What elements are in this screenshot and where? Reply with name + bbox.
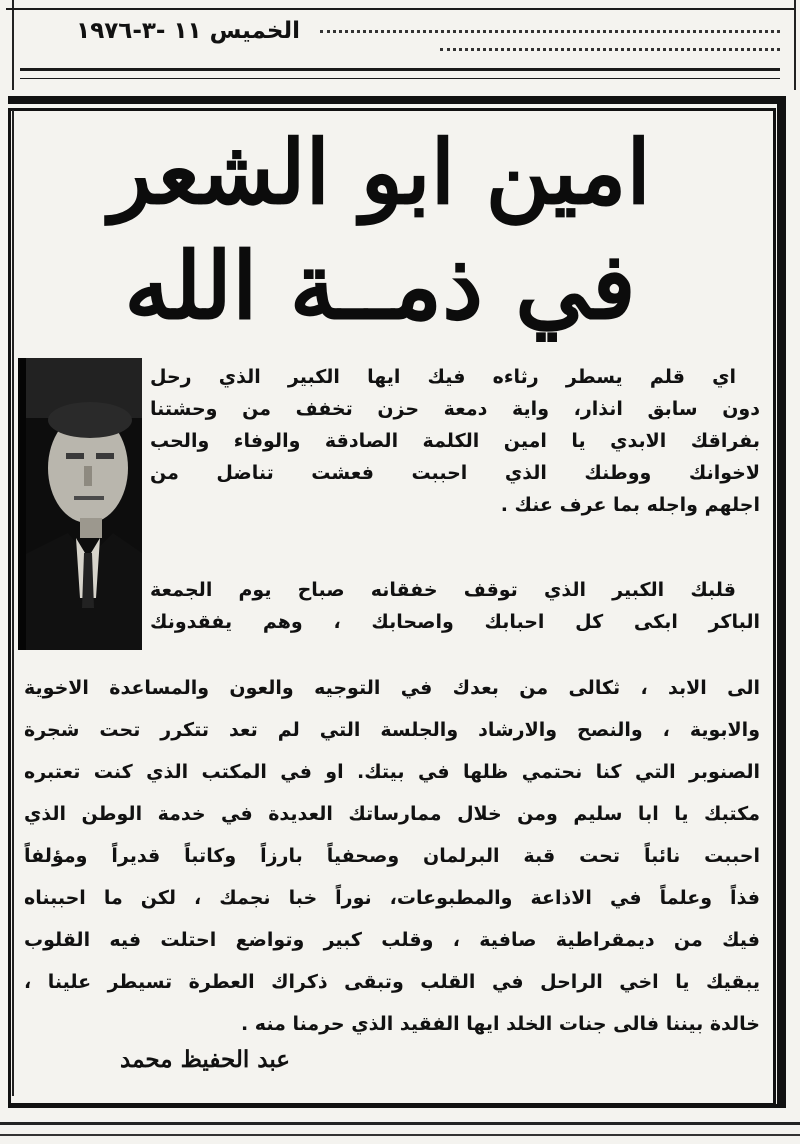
frame-top-border [8,96,784,104]
page-edge-rule [794,0,796,90]
text-line: بفراقك الابدي يا امين الكلمة الصادقة والوفاء والحب [150,430,760,452]
portrait-photo [18,358,142,650]
headline-line-2: في ذمــة الله [124,232,636,340]
text-line: اي قلم يسطر رثاءه فيك ايها الكبير الذي رحل [150,366,736,388]
text-line: فذاً وعلماً في الاذاعة والمطبوعات، نوراً خبا نجمك ، لكن ما احببناه [24,887,760,909]
article-paragraph-2 [24,667,760,1045]
headline-line-1: امين ابو الشعر [109,120,651,224]
text-line: احببت نائباً تحت قبة البرلمان وصحفياً بارزاً وكاتباً قديراً ومؤلفاً [24,845,760,867]
header-top-rule [6,8,794,10]
text-line: الصنوبر التي كنا نحتمي ظلها في بيتك. او في المكتب الذي كنت تعتبره [24,761,760,783]
header-bottom-rule-thin [20,78,780,79]
frame-right-border [777,96,786,1108]
article-paragraph-2-top [150,575,760,639]
text-line: والابوية ، والنصح والارشاد والجلسة التي لم تعد تتكرر تحت شجرة [24,719,760,741]
frame-bottom-border [8,1104,784,1108]
text-line: اجلهم واجله بما عرف عنك . [500,494,760,516]
text-line: يبقيك يا اخي الراحل في القلب وتبقى ذكراك العطرة تسيطر علينا ، [24,971,760,993]
text-line: الى الابد ، ثكالى من بعدك في التوجيه والعون والمساعدة الاخوية [24,677,760,699]
text-line: لاخوانك ووطنك الذي احببت فعشت تناضل من [150,462,760,484]
text-line: قلبك الكبير الذي توقف خفقانه صباح يوم الجمعة [150,579,736,601]
text-line: مكتبك يا ابا سليم ومن خلال ممارساتك العديدة في خدمة الوطن الذي [24,803,760,825]
header-bottom-rule [20,68,780,71]
text-line: دون سابق انذار، واية دمعة حزن تخفف من وحشتنا [150,398,760,420]
frame-inner-left-rule [12,110,14,1096]
page-corner-rule [0,0,14,90]
text-line: الباكر ابكى كل احبابك واصحابك ، وهم يفقدونك [150,611,760,633]
text-line: فيك من ديمقراطية صافية ، وقلب كبير وتواضع احتلت فيه القلوب [24,929,760,951]
header-dotted-rule [320,30,780,33]
article-paragraph-1 [150,362,760,522]
author-signature: عبد الحفيظ محمد [120,1046,290,1073]
text-line: خالدة بيننا فالى جنات الخلد ايها الفقيد الذي حرمنا منه . [240,1013,760,1035]
header-dotted-rule-2 [440,48,780,51]
page-bottom-rule-thin [0,1134,800,1136]
issue-date: الخميس ١١ -٣-١٩٧٦ [76,18,300,44]
page-bottom-rule [0,1122,800,1125]
portrait-image [18,358,142,650]
